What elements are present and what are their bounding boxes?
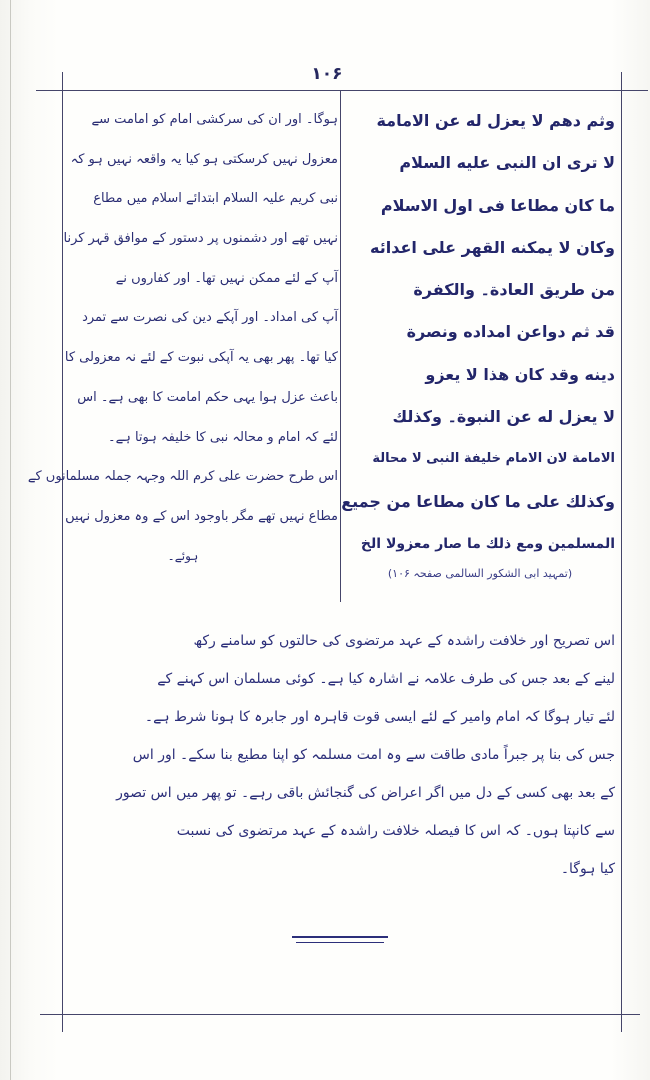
urdu-line: مطاع نہیں تھے مگر باوجود اس کے وہ معزول نہیں (65, 508, 338, 524)
arabic-line: لا یعزل له عن النبوة۔ وکذلك (392, 407, 615, 427)
arabic-line: الامامة لان الامام خلیفة النبی لا محالة (372, 451, 615, 467)
arabic-line: دینه وقد کان هذا لا یعزو (425, 364, 615, 384)
urdu-line: آپ کے لئے ممکن نہیں تھا۔ اور کفاروں نے (115, 270, 338, 286)
urdu-line: لئے کہ امام و محالہ نبی کا خلیفہ ہوتا ہے۔ (107, 429, 338, 445)
page-number: ۱۰۶ (311, 64, 343, 84)
urdu-line: ہوئے۔ (167, 548, 199, 563)
body-line: کے بعد بھی کسی کے دل میں اگر اعراض کی گنجائش باقی رہے۔ تو پھر میں اس تصور (116, 785, 615, 801)
urdu-line: نہیں تھے اور دشمنوں پر دستور کے موافق قہر کرنا (63, 231, 338, 247)
urdu-line: باعث عزل ہوا یہی حکم امامت کا بھی ہے۔ اس (77, 389, 338, 405)
urdu-line: نبی کریم علیہ السلام ابتدائے اسلام میں مطاع (93, 191, 338, 207)
urdu-line: آپ کی امداد۔ اور آپکے دین کی نصرت سے تمرد (82, 310, 338, 326)
body-line: سے کانپتا ہوں۔ کہ اس کا فیصلہ خلافت راشدہ کے عہد مرتضوی کی نسبت (176, 823, 615, 839)
body-line: کیا ہوگا۔ (560, 861, 615, 877)
arabic-line: لا تری ان النبی علیه السلام (399, 153, 615, 173)
right-border (621, 72, 622, 1032)
body-line: لینے کے بعد جس کی طرف علامہ نے اشارہ کیا ہے۔ کوئی مسلمان اس کہنے کے (157, 671, 615, 687)
body-paragraph (80, 622, 615, 888)
top-rule (36, 90, 648, 91)
section-end-ornament-top (292, 936, 388, 938)
urdu-line: معزول نہیں کرسکتی ہو کیا یہ واقعہ نہیں ہو کہ (70, 151, 338, 167)
body-line: لئے تیار ہوگا کہ امام وامیر کے لئے ایسی قوت قاہرہ اور جابرہ کا ہونا شرط ہے۔ (144, 709, 615, 725)
left-border (62, 72, 63, 1032)
arabic-line: وکان لا یمکنه القهر علی اعدائه (370, 237, 615, 257)
bottom-rule (40, 1014, 640, 1015)
urdu-line: اس طرح حضرت علی کرم اللہ وجہہ جملہ مسلمانوں کے (27, 469, 338, 485)
arabic-line: وثم دهم لا یعزل له عن الامامة (376, 111, 615, 130)
arabic-line: وکذلك علی ما کان مطاعا من جمیع (341, 491, 615, 511)
urdu-line: ہوگا۔ اور ان کی سرکشی امام کو امامت سے (91, 112, 338, 127)
citation: (تمہید ابی الشکور السالمی صفحہ ۱۰۶) (387, 567, 573, 580)
body-line: اس تصریح اور خلافت راشدہ کے عہد مرتضوی کی حالتوں کو سامنے رکھ (193, 633, 615, 649)
arabic-line: ما کان مطاعا فی اول الاسلام (380, 195, 615, 215)
arabic-quotation-column (343, 100, 615, 565)
binding-edge (10, 0, 11, 1080)
section-end-ornament-bottom (296, 942, 384, 943)
urdu-line: کیا تھا۔ پھر بھی یہ آپکی نبوت کے لئے نہ معزولی کا (64, 350, 338, 366)
urdu-translation-column (27, 100, 338, 576)
arabic-line: من طریق العادة۔ والکفرة (413, 280, 615, 300)
arabic-line: قد ثم دواعن امداده ونصرة (406, 322, 615, 342)
body-line: جس کی بنا پر جبراً مادی طاقت سے وہ امت مسلمہ کو اپنا مطیع بنا سکے۔ اور اس (132, 747, 615, 763)
column-divider (340, 90, 341, 602)
arabic-line: المسلمین ومع ذلك ما صار معزولا الخ (360, 535, 615, 552)
